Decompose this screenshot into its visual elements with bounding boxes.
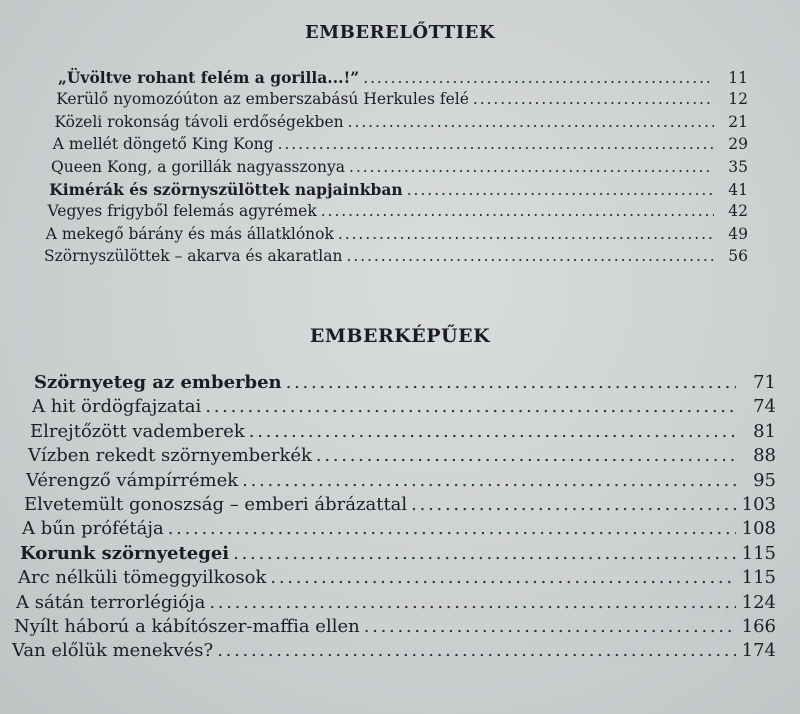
leader-dots xyxy=(346,247,714,265)
entry-page: 11 xyxy=(728,69,748,87)
entry-page: 103 xyxy=(741,494,776,515)
leader-dots xyxy=(407,181,714,199)
toc-entry xyxy=(49,180,748,199)
entry-title: Kerülő nyomozóúton az emberszabású Herkules felé xyxy=(56,90,469,109)
toc-entry xyxy=(16,592,776,613)
leader-dots xyxy=(217,640,736,661)
entry-page: 174 xyxy=(741,640,776,662)
toc-entry xyxy=(51,158,748,176)
entry-title: A mellét döngető King Kong xyxy=(52,135,274,154)
toc-entry xyxy=(14,616,776,637)
leader-dots xyxy=(363,69,714,87)
entry-title: „Üvöltve rohant felém a gorilla...!” xyxy=(58,68,360,87)
entry-page: 41 xyxy=(728,181,748,199)
leader-dots xyxy=(316,445,736,466)
leader-dots xyxy=(205,396,736,417)
entry-page: 21 xyxy=(728,112,748,131)
entry-page: 29 xyxy=(728,135,748,154)
toc-entry xyxy=(58,68,748,87)
entry-title: Nyílt háború a kábítószer-maffia ellen xyxy=(14,616,360,637)
entry-page: 74 xyxy=(753,396,776,418)
entry-title: Vízben rekedt szörnyemberkék xyxy=(28,445,312,467)
entry-title: Elrejtőzött vademberek xyxy=(30,420,245,442)
entry-page: 88 xyxy=(753,445,776,467)
toc-entry xyxy=(53,135,748,153)
toc-entry xyxy=(24,494,776,515)
entry-title: A bűn prófétája xyxy=(22,518,164,540)
entry-title: Kimérák és szörnyszülöttek napjainkban xyxy=(49,180,403,199)
toc-entry xyxy=(34,372,776,393)
entry-page: 56 xyxy=(728,247,748,266)
entry-page: 81 xyxy=(753,420,776,442)
entry-title: Közeli rokonság távoli erdőségekben xyxy=(54,112,344,131)
leader-dots xyxy=(209,592,736,613)
entry-title: Korunk szörnyetegei xyxy=(20,542,230,564)
entry-page: 108 xyxy=(741,518,776,540)
leader-dots xyxy=(411,494,736,515)
leader-dots xyxy=(348,113,714,131)
toc-entry xyxy=(28,445,776,466)
entry-title: Queen Kong, a gorillák nagyasszonya xyxy=(51,157,345,176)
entry-title: A mekegő bárány és más állatklónok xyxy=(45,224,334,243)
toc-entry xyxy=(26,470,776,491)
toc-entry xyxy=(46,225,748,243)
entry-page: 49 xyxy=(728,224,748,243)
toc-entry xyxy=(48,202,749,220)
toc-entry xyxy=(22,518,776,539)
leader-dots xyxy=(242,470,736,491)
leader-dots xyxy=(349,158,714,176)
toc-entry xyxy=(30,421,776,442)
entry-title: Szörnyeteg az emberben xyxy=(34,372,282,393)
entry-title: Vérengző vámpírrémek xyxy=(26,469,239,491)
leader-dots xyxy=(286,372,736,393)
section-heading-emberelottiek: EMBERELŐTTIEK xyxy=(304,22,496,43)
entry-title: A sátán terrorlégiója xyxy=(16,591,206,613)
entry-page: 124 xyxy=(741,591,776,613)
toc-entry xyxy=(56,90,748,108)
entry-page: 95 xyxy=(753,469,776,491)
toc-entry xyxy=(12,640,776,661)
entry-page: 35 xyxy=(728,157,748,176)
toc-entry xyxy=(55,113,749,131)
leader-dots xyxy=(278,135,714,153)
entry-page: 71 xyxy=(753,372,776,393)
entry-title: Arc nélküli tömeggyilkosok xyxy=(18,567,267,589)
leader-dots xyxy=(338,225,714,243)
entry-page: 115 xyxy=(741,567,776,589)
leader-dots xyxy=(364,616,736,637)
entry-title: Szörnyszülöttek – akarva és akaratlan xyxy=(44,247,343,266)
leader-dots xyxy=(168,518,736,539)
toc-entry xyxy=(18,567,776,588)
entry-title: Van előlük menekvés? xyxy=(12,640,214,662)
leader-dots xyxy=(249,421,736,442)
entry-page: 42 xyxy=(728,202,748,221)
toc-entry xyxy=(20,543,776,564)
leader-dots xyxy=(321,202,714,220)
leader-dots xyxy=(473,90,714,108)
entry-page: 12 xyxy=(728,90,748,109)
entry-title: Vegyes frigyből felemás agyrémek xyxy=(47,202,317,221)
toc-entry xyxy=(44,247,748,265)
entry-page: 166 xyxy=(741,616,776,637)
entry-title: Elvetemült gonoszság – emberi ábrázattal xyxy=(24,494,408,515)
toc-entry xyxy=(32,396,776,417)
leader-dots xyxy=(233,543,736,564)
entry-page: 115 xyxy=(741,542,776,564)
leader-dots xyxy=(270,567,736,588)
entry-title: A hit ördögfajzatai xyxy=(32,396,202,418)
section-heading-emberkepuek: EMBERKÉPŰEK xyxy=(309,325,491,347)
